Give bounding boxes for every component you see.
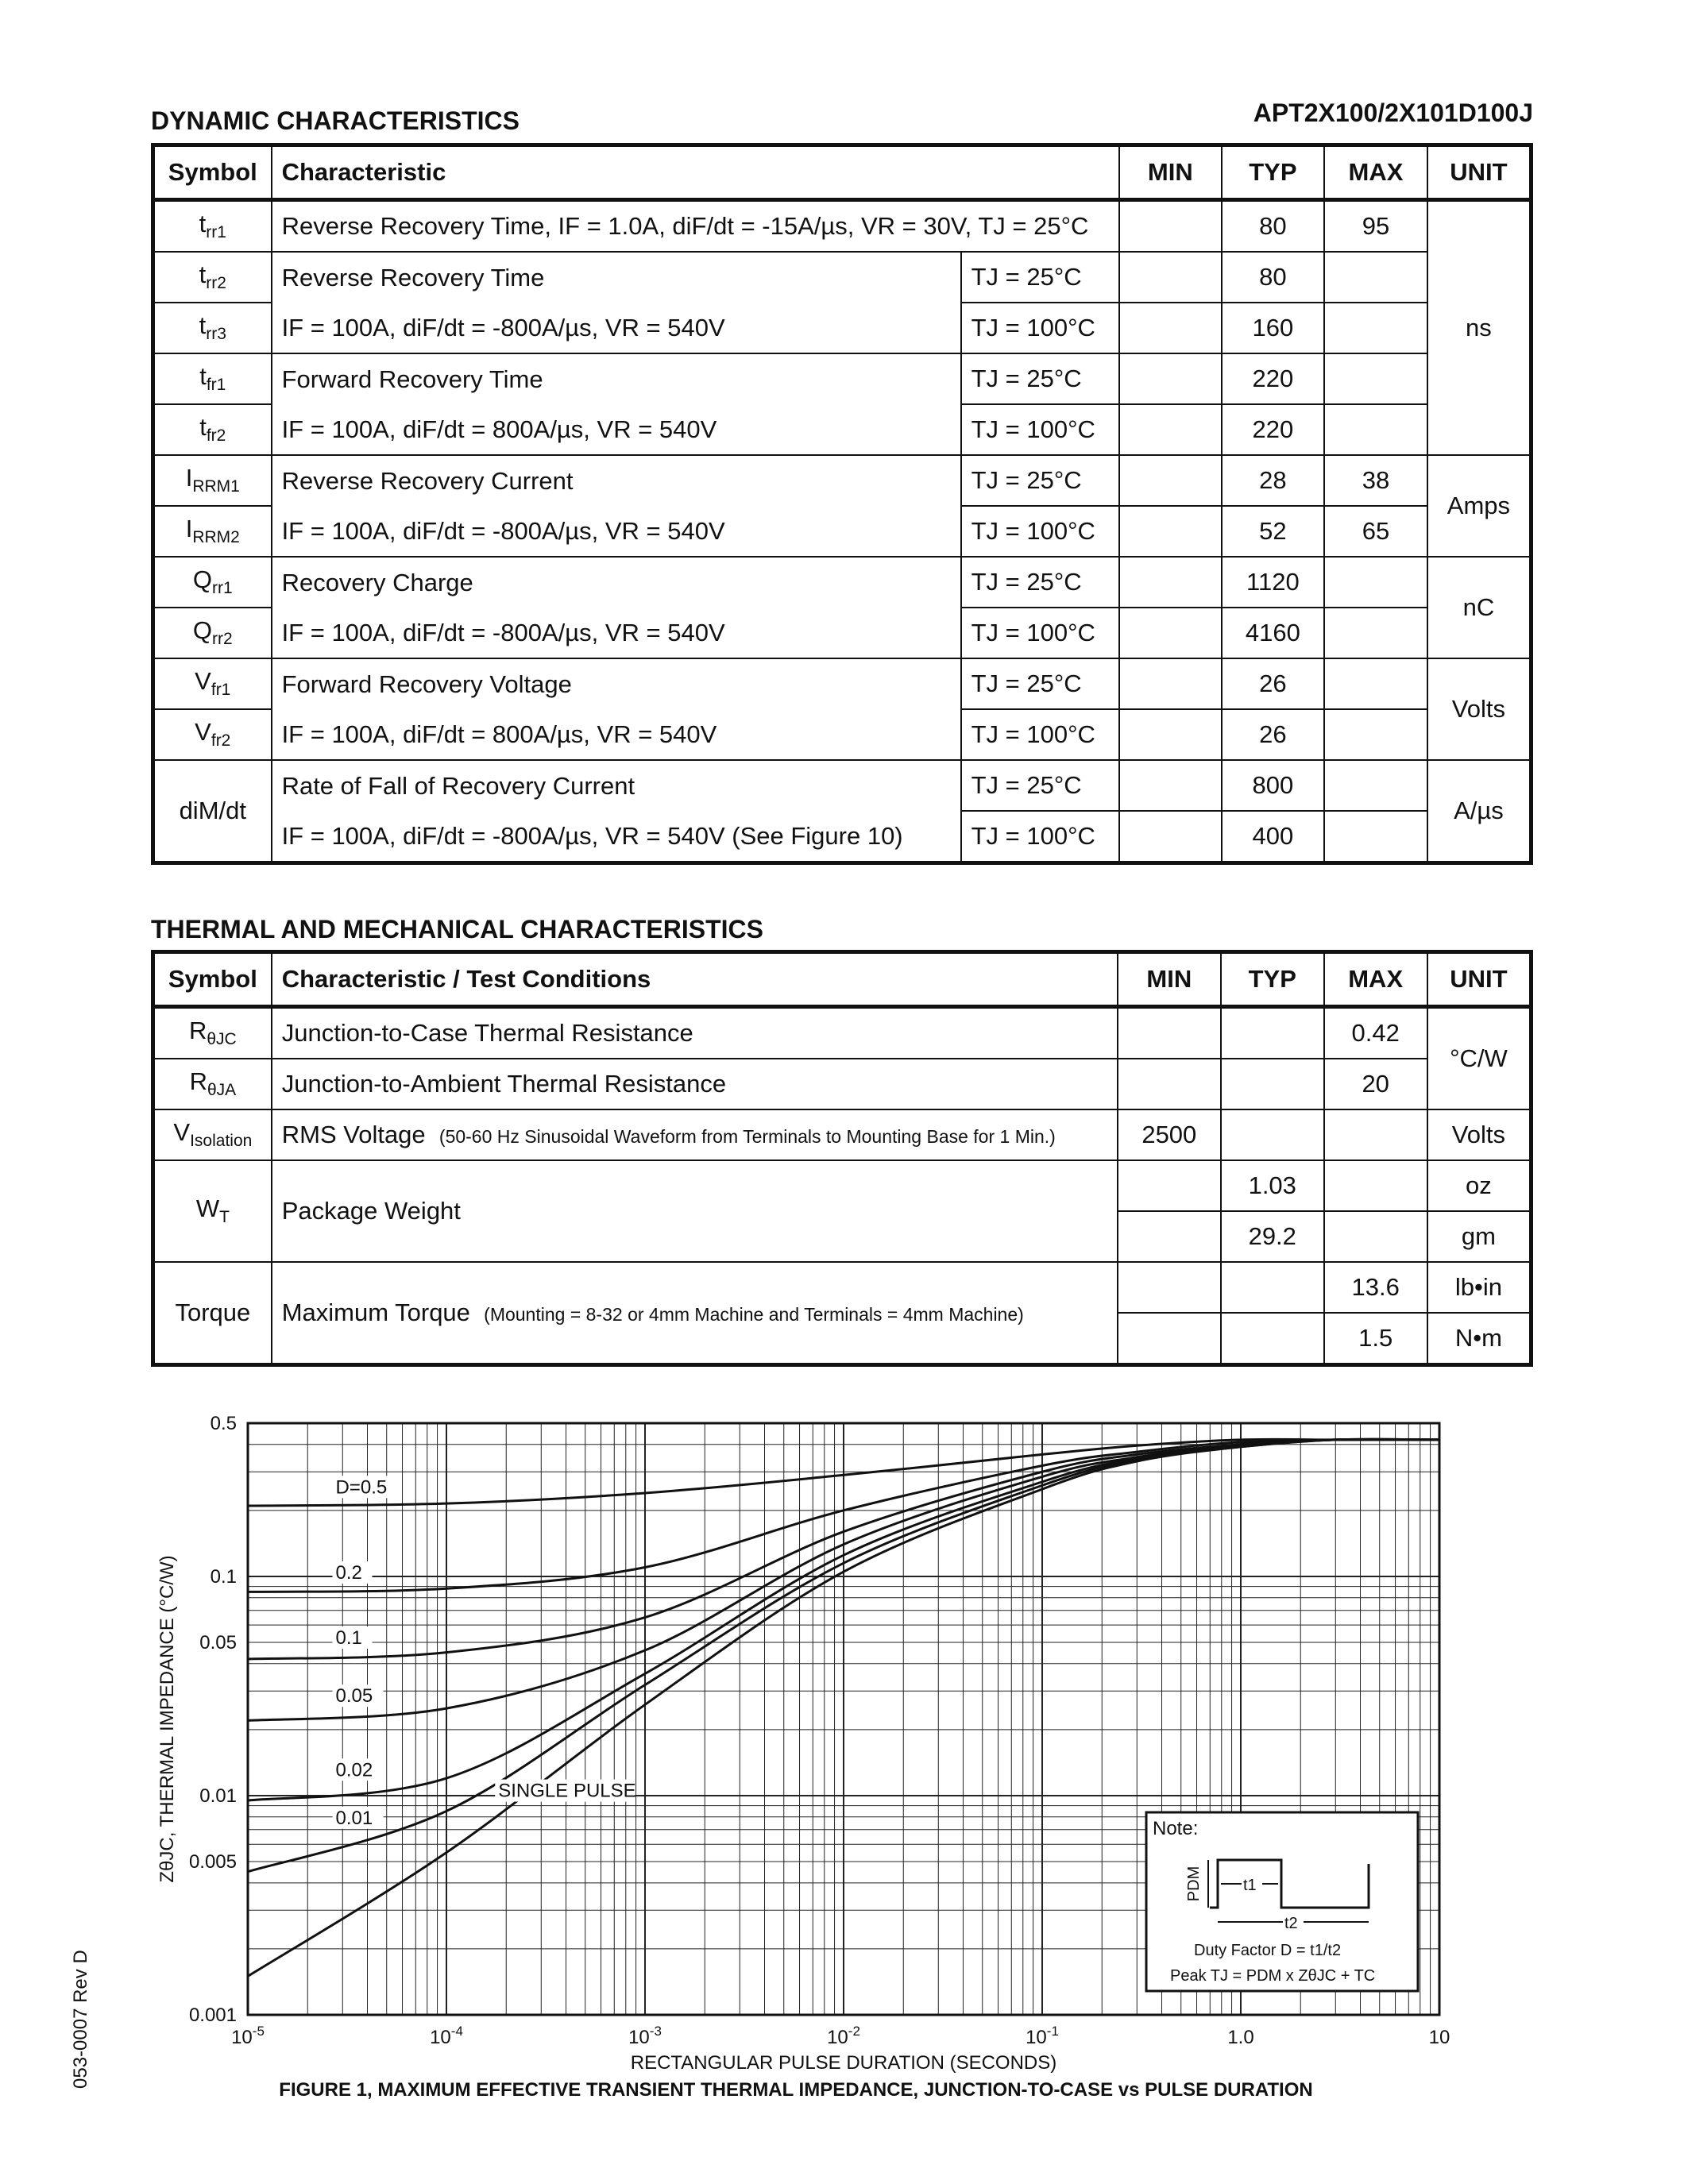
tj-cell: TJ = 100°C [961, 303, 1119, 353]
tj-cell: TJ = 100°C [961, 608, 1119, 658]
table-header-row [153, 145, 1532, 200]
series-label: 0.02 [335, 1759, 373, 1781]
max-cell [1324, 1160, 1427, 1211]
symbol-cell: $Q_{rr2}$ [153, 608, 272, 658]
col-symbol: Symbol [153, 145, 272, 200]
typ-cell: 4160 [1222, 608, 1325, 658]
min-cell [1119, 353, 1222, 404]
y-tick-label: 0.05 [199, 1632, 237, 1654]
table-row [153, 709, 1532, 760]
y-tick-label: 0.1 [210, 1565, 237, 1588]
symbol-cell: $t_{fr1}$ [153, 353, 272, 404]
table-row [153, 303, 1532, 353]
tj-cell: TJ = 100°C [961, 811, 1119, 863]
typ-cell: 29.2 [1221, 1211, 1324, 1262]
symbol-cell: $R_{\theta JC}$ [153, 1007, 272, 1059]
min-cell [1118, 1007, 1221, 1059]
max-cell: 95 [1324, 200, 1427, 253]
y-tick-label: 0.01 [199, 1785, 237, 1807]
symbol-cell: diM/dt [153, 760, 272, 863]
min-cell: 2500 [1118, 1109, 1221, 1160]
y-axis-label: ZθJC, THERMAL IMPEDANCE (°C/W) [156, 1555, 178, 1883]
duty-factor-text: Duty Factor D = t1/t2 [1194, 1942, 1342, 1959]
x-tick-label: $10^{-2}$ [827, 2024, 860, 2048]
min-cell [1119, 252, 1222, 303]
condition-cell: Recovery Charge [272, 557, 961, 608]
typ-cell: 28 [1222, 455, 1325, 506]
condition-cell: IF = 100A, diF/dt = -800A/µs, VR = 540V [272, 608, 961, 658]
max-cell [1324, 811, 1427, 863]
col-symbol: Symbol [153, 952, 272, 1007]
symbol-cell: $Q_{rr1}$ [153, 557, 272, 608]
symbol-cell: $V_{Isolation}$ [153, 1109, 272, 1160]
condition-cell: Maximum Torque (Mounting = 8-32 or 4mm Machine and Terminals = 4mm Machine) [272, 1262, 1118, 1365]
typ-cell: 52 [1222, 506, 1325, 557]
min-cell [1119, 709, 1222, 760]
table-row [153, 760, 1532, 811]
dynamic-characteristics-table [151, 143, 1533, 865]
typ-cell: 80 [1222, 252, 1325, 303]
typ-cell: 800 [1222, 760, 1325, 811]
tj-cell: TJ = 100°C [961, 404, 1119, 455]
min-cell [1119, 608, 1222, 658]
section-title-dynamic: DYNAMIC CHARACTERISTICS [151, 106, 520, 135]
max-cell: 65 [1324, 506, 1427, 557]
min-cell [1119, 506, 1222, 557]
table-header-row [153, 952, 1532, 1007]
table-row [153, 1007, 1532, 1059]
symbol-cell: $t_{fr2}$ [153, 404, 272, 455]
symbol-cell: $V_{fr2}$ [153, 709, 272, 760]
symbol-cell: Torque [153, 1262, 272, 1365]
min-cell [1119, 760, 1222, 811]
table-row [153, 1262, 1532, 1313]
unit-cell: lb•in [1427, 1262, 1532, 1313]
symbol-cell: $t_{rr2}$ [153, 252, 272, 303]
x-tick-label: $10^{-1}$ [1026, 2024, 1059, 2048]
series-label: 0.05 [335, 1685, 373, 1707]
condition-cell: Package Weight [272, 1160, 1118, 1262]
symbol-cell: $t_{rr3}$ [153, 303, 272, 353]
table-row [153, 1109, 1532, 1160]
typ-cell: 220 [1222, 404, 1325, 455]
col-typ: TYP [1221, 952, 1324, 1007]
condition-cell: IF = 100A, diF/dt = -800A/µs, VR = 540V [272, 303, 961, 353]
min-cell [1119, 303, 1222, 353]
symbol-cell: $t_{rr1}$ [153, 200, 272, 253]
condition-cell: Rate of Fall of Recovery Current [272, 760, 961, 811]
col-unit: UNIT [1427, 145, 1532, 200]
condition-cell: Reverse Recovery Time, IF = 1.0A, diF/dt = -15A/µs, VR = 30V, TJ = 25°C [272, 200, 1119, 253]
col-characteristic: Characteristic [272, 145, 1119, 200]
y-tick-label: 0.001 [188, 2005, 237, 2026]
typ-cell [1221, 1059, 1324, 1109]
min-cell [1118, 1059, 1221, 1109]
tj-cell: TJ = 25°C [961, 252, 1119, 303]
unit-cell: N•m [1427, 1313, 1532, 1365]
max-cell [1324, 709, 1427, 760]
note-title: Note: [1153, 1818, 1199, 1839]
unit-cell: Volts [1427, 658, 1532, 760]
max-cell [1324, 557, 1427, 608]
table-row [153, 455, 1532, 506]
typ-cell [1221, 1109, 1324, 1160]
symbol-cell: $I_{RRM2}$ [153, 506, 272, 557]
col-max: MAX [1324, 952, 1427, 1007]
col-typ: TYP [1222, 145, 1325, 200]
typ-cell: 400 [1222, 811, 1325, 863]
table-row [153, 811, 1532, 863]
typ-cell: 26 [1222, 658, 1325, 709]
typ-cell [1221, 1313, 1324, 1365]
x-tick-label: $10^{-4}$ [430, 2024, 463, 2048]
table-row [153, 557, 1532, 608]
thermal-impedance-chart [0, 1398, 1688, 2113]
condition-cell: Junction-to-Case Thermal Resistance [272, 1007, 1118, 1059]
table-row [153, 506, 1532, 557]
table-row [153, 404, 1532, 455]
condition-cell: Junction-to-Ambient Thermal Resistance [272, 1059, 1118, 1109]
max-cell [1324, 658, 1427, 709]
min-cell [1119, 811, 1222, 863]
col-min: MIN [1119, 145, 1222, 200]
table-row [153, 608, 1532, 658]
tj-cell: TJ = 25°C [961, 353, 1119, 404]
max-cell: 38 [1324, 455, 1427, 506]
unit-cell: ns [1427, 200, 1532, 456]
col-characteristic: Characteristic / Test Conditions [272, 952, 1118, 1007]
condition-cell: IF = 100A, diF/dt = 800A/µs, VR = 540V [272, 709, 961, 760]
table-row [153, 252, 1532, 303]
tj-cell: TJ = 100°C [961, 506, 1119, 557]
condition-cell: Reverse Recovery Time [272, 252, 961, 303]
symbol-cell: $I_{RRM1}$ [153, 455, 272, 506]
min-cell [1119, 658, 1222, 709]
max-cell [1324, 353, 1427, 404]
max-cell [1324, 1109, 1427, 1160]
unit-cell: Volts [1427, 1109, 1532, 1160]
typ-cell: 26 [1222, 709, 1325, 760]
typ-cell: 160 [1222, 303, 1325, 353]
condition-cell: Forward Recovery Time [272, 353, 961, 404]
pdm-label: PDM [1185, 1866, 1203, 1902]
max-cell [1324, 1211, 1427, 1262]
y-tick-label: 0.005 [188, 1851, 237, 1873]
max-cell: 1.5 [1324, 1313, 1427, 1365]
condition-cell: Forward Recovery Voltage [272, 658, 961, 709]
condition-cell: IF = 100A, diF/dt = 800A/µs, VR = 540V [272, 404, 961, 455]
unit-cell: oz [1427, 1160, 1532, 1211]
symbol-cell: $R_{\theta JA}$ [153, 1059, 272, 1109]
part-number: APT2X100/2X101D100J [1253, 98, 1533, 127]
series-label: 0.1 [335, 1626, 362, 1649]
min-cell [1119, 404, 1222, 455]
unit-cell: gm [1427, 1211, 1532, 1262]
table-row [153, 1160, 1532, 1211]
min-cell [1118, 1262, 1221, 1313]
condition-cell: Reverse Recovery Current [272, 455, 961, 506]
min-cell [1119, 200, 1222, 253]
series-label: 0.01 [335, 1807, 373, 1829]
col-max: MAX [1324, 145, 1427, 200]
unit-cell: A/µs [1427, 760, 1532, 863]
min-cell [1118, 1211, 1221, 1262]
unit-cell: °C/W [1427, 1007, 1532, 1110]
series-label: 0.2 [335, 1561, 362, 1584]
table-row [153, 353, 1532, 404]
x-axis-label: RECTANGULAR PULSE DURATION (SECONDS) [630, 2052, 1057, 2074]
tj-cell: TJ = 25°C [961, 455, 1119, 506]
x-tick-label: $10^{-3}$ [628, 2024, 662, 2048]
max-cell: 20 [1324, 1059, 1427, 1109]
max-cell [1324, 252, 1427, 303]
unit-cell: nC [1427, 557, 1532, 658]
min-cell [1118, 1313, 1221, 1365]
table-row [153, 1059, 1532, 1109]
peak-formula-text: Peak TJ = PDM x ZθJC + TC [1170, 1967, 1376, 1985]
typ-cell [1221, 1262, 1324, 1313]
typ-cell: 220 [1222, 353, 1325, 404]
section-title-thermal: THERMAL AND MECHANICAL CHARACTERISTICS [151, 915, 763, 943]
t1-label: t1 [1243, 1877, 1257, 1894]
max-cell [1324, 760, 1427, 811]
col-unit: UNIT [1427, 952, 1532, 1007]
typ-cell [1221, 1007, 1324, 1059]
unit-cell: Amps [1427, 455, 1532, 557]
figure-caption: FIGURE 1, MAXIMUM EFFECTIVE TRANSIENT THERMAL IMPEDANCE, JUNCTION-TO-CASE vs PULSE DURATION [279, 2079, 1313, 2101]
min-cell [1119, 557, 1222, 608]
x-tick-label: $10^{-5}$ [231, 2024, 265, 2048]
typ-cell: 1120 [1222, 557, 1325, 608]
max-cell: 13.6 [1324, 1262, 1427, 1313]
t2-label: t2 [1284, 1915, 1298, 1932]
typ-cell: 80 [1222, 200, 1325, 253]
condition-cell: RMS Voltage (50-60 Hz Sinusoidal Waveform from Terminals to Mounting Base for 1 Min.) [272, 1109, 1118, 1160]
x-tick-label: 1.0 [1227, 2027, 1254, 2048]
document-revision-label: 053-0007 Rev D [70, 1950, 91, 2089]
col-min: MIN [1118, 952, 1221, 1007]
series-label: SINGLE PULSE [498, 1780, 636, 1802]
symbol-cell: $W_T$ [153, 1160, 272, 1262]
y-tick-label: 0.5 [210, 1413, 237, 1434]
condition-cell: IF = 100A, diF/dt = -800A/µs, VR = 540V (See Figure 10) [272, 811, 961, 863]
table-row [153, 200, 1532, 253]
condition-cell: IF = 100A, diF/dt = -800A/µs, VR = 540V [272, 506, 961, 557]
tj-cell: TJ = 25°C [961, 658, 1119, 709]
max-cell [1324, 608, 1427, 658]
thermal-characteristics-table [151, 950, 1533, 1367]
max-cell: 0.42 [1324, 1007, 1427, 1059]
series-label: D=0.5 [335, 1476, 388, 1499]
table-row [153, 658, 1532, 709]
min-cell [1118, 1160, 1221, 1211]
x-tick-label: 10 [1428, 2027, 1450, 2048]
min-cell [1119, 455, 1222, 506]
max-cell [1324, 404, 1427, 455]
tj-cell: TJ = 25°C [961, 760, 1119, 811]
tj-cell: TJ = 100°C [961, 709, 1119, 760]
tj-cell: TJ = 25°C [961, 557, 1119, 608]
max-cell [1324, 303, 1427, 353]
typ-cell: 1.03 [1221, 1160, 1324, 1211]
symbol-cell: $V_{fr1}$ [153, 658, 272, 709]
